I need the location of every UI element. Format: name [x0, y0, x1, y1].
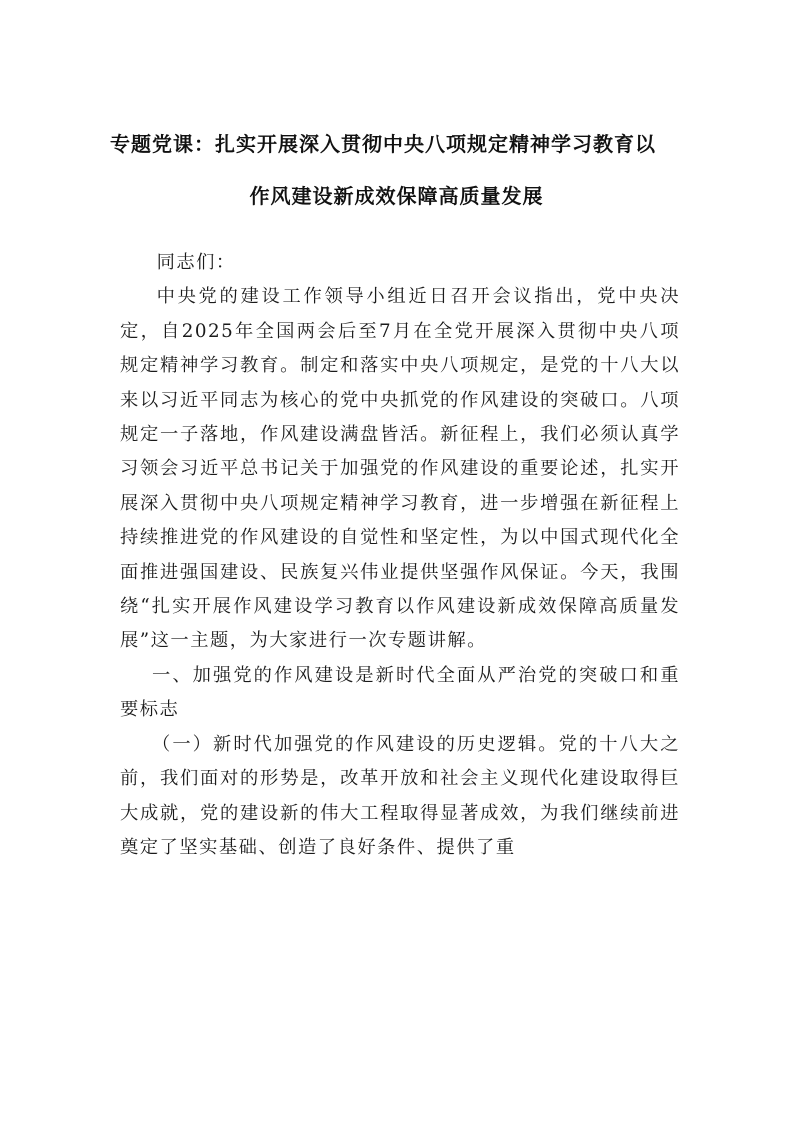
document-body: [120, 246, 680, 865]
document-title-line-2: 作风建设新成效保障高质量发展: [249, 184, 544, 208]
body-paragraph: （一）新时代加强党的作风建设的历史逻辑。党的十八大之前，我们面对的形势是，改革开放和社会主义现代化建设取得巨大成就，党的建设新的伟大工程取得显著成效，为我们继续前进奠定了坚实基础、创造了良好条件、提供了重: [120, 733, 680, 858]
document-title-line-1: 专题党课：扎实开展深入贯彻中央八项规定精神学习教育以: [110, 132, 656, 156]
body-paragraph: 中央党的建设工作领导小组近日召开会议指出，党中央决定，自2025年全国两会后至7月在全党开展深入贯彻中央八项规定精神学习教育。制定和落实中央八项规定，是党的十八大以来以习近平同志为核心的党中央抓党的作风建设的突破口。八项规定一子落地，作风建设满盘皆活。新征程上，我们必须认真学习领会习近平总书记关于加强党的作风建设的重要论述，扎实开展深入贯彻中央八项规定精神学习教育，进一步增强在新征程上持续推进党的作风建设的自觉性和坚定性，为以中国式现代化全面推进强国建设、民族复兴伟业提供坚强作风保证。今天，我围绕“扎实开展作风建设学习教育以作风建设新成效保障高质量发展”这一主题，为大家进行一次专题讲解。: [120, 286, 680, 652]
section-heading: 一、加强党的作风建设是新时代全面从严治党的突破口和重要标志: [120, 664, 680, 721]
salutation: 同志们：: [156, 252, 236, 273]
